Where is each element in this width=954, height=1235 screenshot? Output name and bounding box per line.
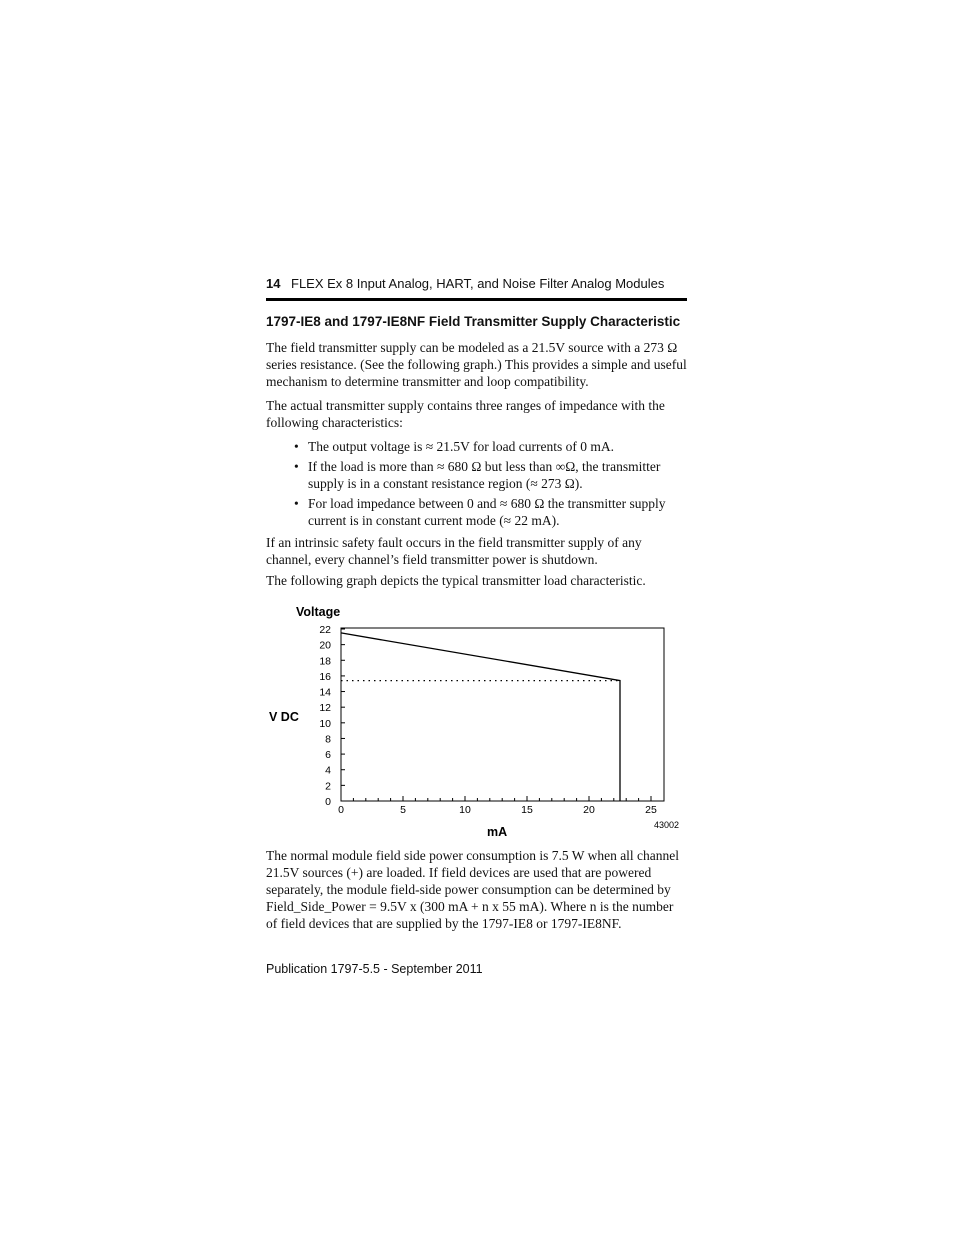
publication-id: 1797-5.5 - September 2011	[330, 962, 483, 976]
footer-label: Publication	[266, 962, 328, 976]
page-footer	[266, 962, 483, 976]
paragraph-graph-intro: The following graph depicts the typical transmitter load characteristic.	[266, 573, 646, 588]
y-tick-label: 2	[325, 780, 331, 793]
axis-ticks	[319, 624, 657, 816]
list-item: • For load impedance between 0 and ≈ 680 Ω the transmitter supply current is in constant current mode (≈ 22 mA).	[294, 495, 684, 529]
section-title: 1797-IE8 and 1797-IE8NF Field Transmitter Supply Characteristic	[266, 314, 681, 329]
y-tick-label: 20	[319, 639, 331, 652]
running-title: FLEX Ex 8 Input Analog, HART, and Noise Filter Analog Modules	[291, 276, 665, 291]
paragraph-safety-fault: If an intrinsic safety fault occurs in the field transmitter supply of any channel, every channel’s field transmitter power is shutdown.	[266, 535, 642, 567]
y-tick-label: 8	[325, 733, 331, 746]
list-item: • The output voltage is ≈ 21.5V for load currents of 0 mA.	[294, 438, 684, 455]
paragraph-supply-model: The field transmitter supply can be modeled as a 21.5V source with a 273 Ω series resistance. (See the following graph.) This provides a simple and useful mechanism to determine transmitter and loop compatibility.	[266, 340, 687, 389]
load-characteristic-line	[341, 633, 620, 801]
y-tick-label: 4	[325, 764, 331, 777]
series-layer	[341, 633, 620, 801]
y-tick-label: 12	[319, 702, 331, 715]
x-axis-label: mA	[487, 825, 508, 839]
paragraph-power-consumption: The normal module field side power consumption is 7.5 W when all channel 21.5V sources (+) are loaded. If field devices are used that are powered separately, the module field-side power consumption can be determined by Field_Side_Power = 9.5V x (300 mA + n x 55 mA). Where n is the number of field devices that are supplied by the 1797-IE8 or 1797-IE8NF.	[266, 848, 680, 931]
load-characteristic-chart	[260, 600, 700, 845]
figure-id: 43002	[654, 820, 680, 830]
chart-title: Voltage	[296, 605, 341, 619]
page-number: 14	[266, 276, 281, 291]
y-tick-label: 0	[325, 796, 331, 808]
x-tick-label: 25	[645, 804, 657, 816]
page-header	[266, 276, 687, 300]
header-rule	[266, 298, 687, 301]
y-tick-label: 6	[325, 749, 331, 762]
x-tick-label: 10	[459, 804, 471, 816]
plot-frame	[341, 628, 664, 801]
x-tick-label: 20	[583, 804, 595, 816]
y-tick-label: 14	[319, 686, 331, 699]
x-tick-label: 0	[338, 804, 344, 816]
y-axis-label: V DC	[269, 710, 299, 724]
paragraph-impedance-ranges: The actual transmitter supply contains three ranges of impedance with the following characteristics:	[266, 398, 665, 430]
characteristics-list	[294, 438, 684, 532]
y-tick-label: 22	[319, 624, 331, 636]
y-tick-label: 16	[319, 670, 331, 683]
list-item: • If the load is more than ≈ 680 Ω but less than ∞Ω, the transmitter supply is in a constant resistance region (≈ 273 Ω).	[294, 458, 684, 492]
x-tick-label: 5	[400, 804, 406, 816]
y-tick-label: 18	[319, 655, 331, 668]
y-tick-label: 10	[319, 717, 331, 730]
x-tick-label: 15	[521, 804, 533, 816]
